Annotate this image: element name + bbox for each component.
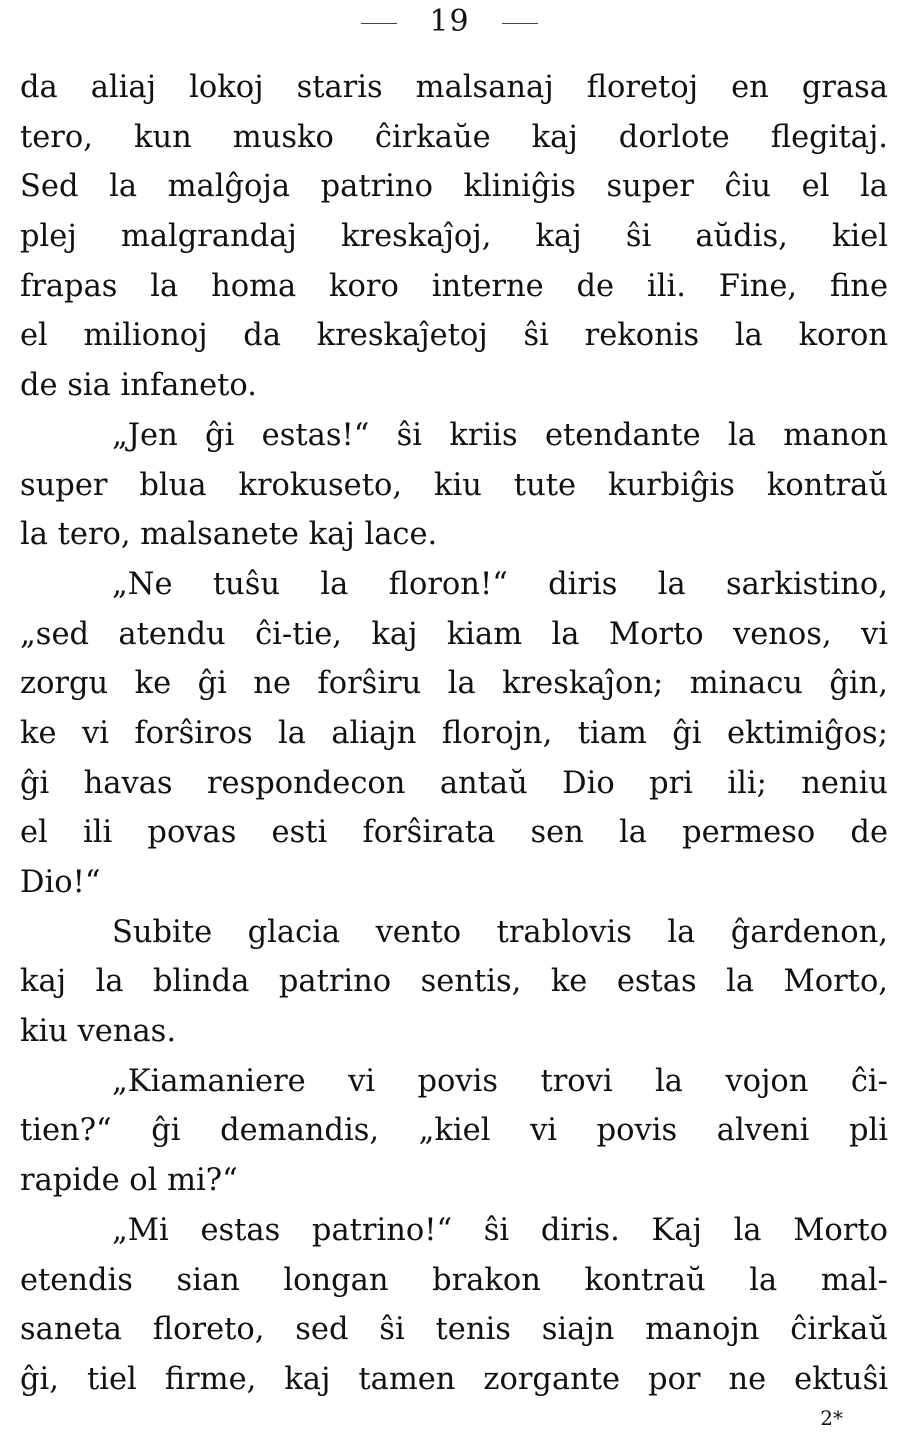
- text-line: de sia infaneto.: [20, 368, 257, 404]
- text-line: zorgu ke ĝi ne forŝiru la kreskaĵon; minacu ĝin,: [20, 666, 888, 702]
- text-line: Dio!“: [20, 865, 101, 900]
- text-line: el ili povas esti forŝirata sen la permeso de: [20, 815, 888, 851]
- text-line: la tero, malsanete kaj lace.: [20, 517, 438, 553]
- text-line: Subite glacia vento trablovis la ĝardenon,: [112, 914, 888, 950]
- text-line: etendis sian longan brakon kontraŭ la mal-: [20, 1262, 888, 1298]
- text-line: Sed la malĝoja patrino kliniĝis super ĉiu el la: [20, 169, 888, 205]
- signature-mark: 2*: [820, 1406, 843, 1430]
- header-left-dash: [361, 23, 397, 24]
- text-line: „Ne tuŝu la floron!“ diris la sarkistino,: [112, 566, 888, 602]
- text-line: saneta floreto, sed ŝi tenis siajn manojn ĉirkaŭ: [20, 1312, 888, 1348]
- text-line: ĝi havas respondecon antaŭ Dio pri ili; neniu: [20, 765, 888, 801]
- text-line: kiu venas.: [20, 1014, 177, 1050]
- text-line: kaj la blinda patrino sentis, ke estas la Morto,: [20, 964, 888, 1000]
- text-line: ke vi forŝiros la aliajn florojn, tiam ĝi ektimiĝos;: [20, 715, 888, 751]
- text-line: „sed atendu ĉi-tie, kaj kiam la Morto venos, vi: [20, 616, 888, 652]
- page-number: 19: [429, 4, 470, 39]
- text-line: rapide ol mi?“: [20, 1163, 238, 1199]
- text-line: el milionoj da kreskaĵetoj ŝi rekonis la koron: [20, 318, 888, 354]
- text-line: frapas la homa koro interne de ili. Fine, fine: [20, 268, 888, 304]
- header-right-dash: [502, 23, 538, 24]
- text-line: tero, kun musko ĉirkaŭe kaj dorlote flegitaj.: [20, 119, 888, 155]
- text-line: tien?“ ĝi demandis, „kiel vi povis alveni pli: [20, 1113, 888, 1149]
- body-text: [20, 63, 888, 1405]
- text-line: plej malgrandaj kreskaĵoj, kaj ŝi aŭdis, kiel: [20, 219, 888, 255]
- text-line: „Jen ĝi estas!“ ŝi kriis etendante la manon: [112, 417, 888, 453]
- text-line: ĝi, tiel firme, kaj tamen zorgante por ne ektuŝi: [20, 1361, 888, 1397]
- text-line: „Mi estas patrino!“ ŝi diris. Kaj la Morto: [112, 1212, 888, 1248]
- text-line: da aliaj lokoj staris malsanaj floretoj en grasa: [20, 70, 888, 105]
- text-line: super blua krokuseto, kiu tute kurbiĝis kontraŭ: [20, 467, 888, 503]
- text-line: „Kiamaniere vi povis trovi la vojon ĉi-: [112, 1063, 888, 1099]
- page-header: [0, 4, 899, 40]
